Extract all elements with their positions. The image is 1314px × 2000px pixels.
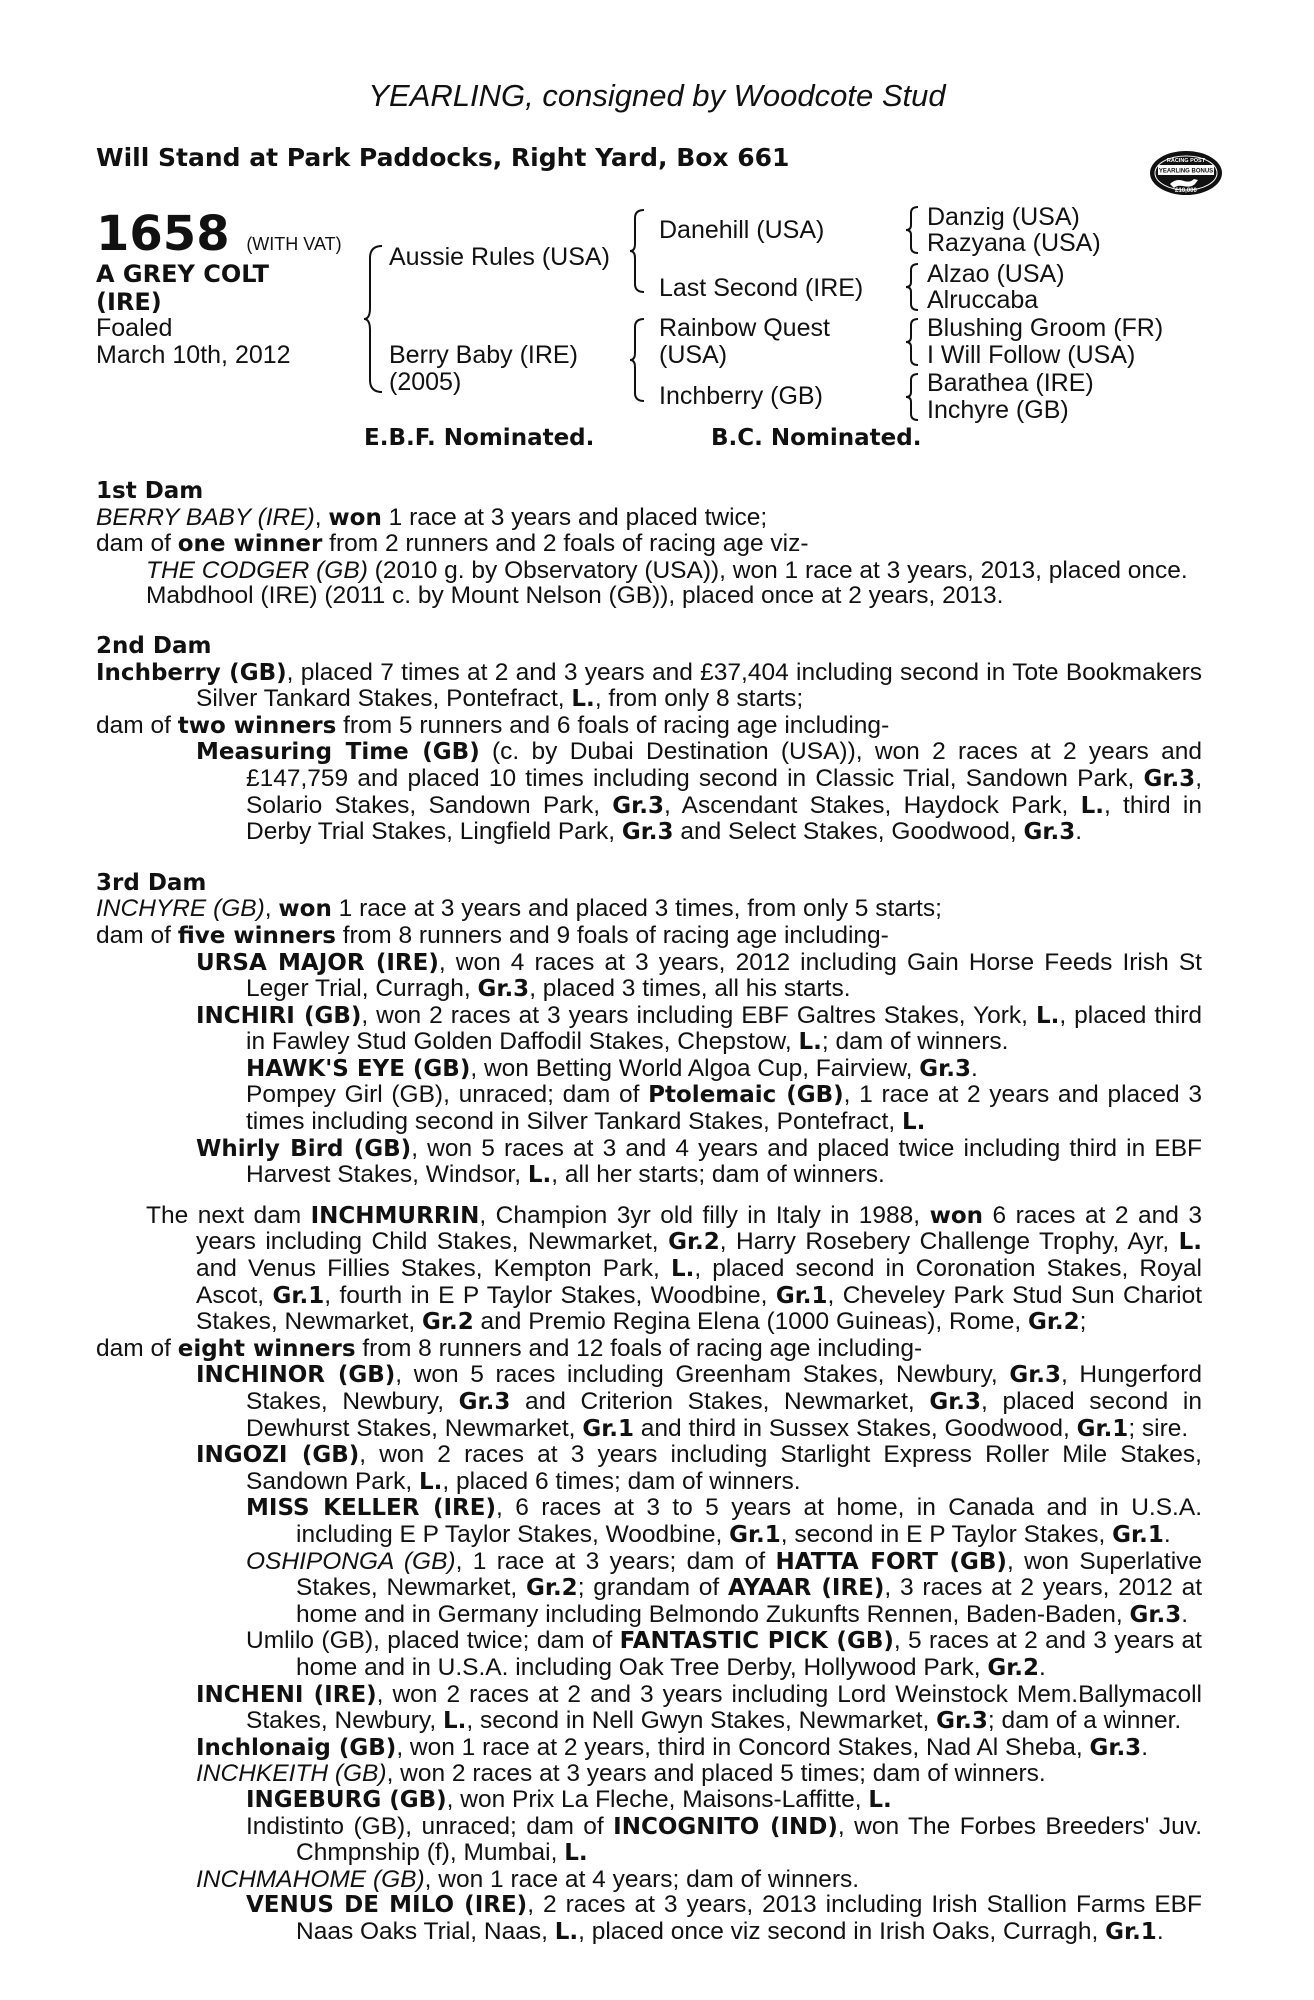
text: . [1163,1520,1171,1548]
third-dam-heading: 3rd Dam [96,869,207,896]
horse-name: INCHIRI (GB) [196,1002,362,1029]
listed-tag: L. [1178,1229,1202,1256]
text: , Hungerford Stakes, Newbury, [246,1361,1202,1415]
text: . [1156,1917,1164,1945]
grade-tag: Gr.3 [1089,1734,1142,1761]
listed-tag: L. [868,1786,892,1813]
won-label: won [929,1202,984,1229]
horse-name: INGEBURG (GB) [246,1786,447,1813]
text: , won 2 races at 3 years and placed 5 times; dam of winners. [386,1760,1046,1788]
text: , Champion 3yr old filly in Italy in 1988, [479,1201,930,1229]
grade-tag: Gr.3 [612,792,664,819]
grade-tag: Gr.3 [458,1389,511,1415]
produce-entry [96,1761,1202,1787]
text: , Ascendant Stakes, Haydock Park, [663,791,1081,819]
winner-count: one winner [177,531,323,558]
next-dam-produce-summary [96,1336,1202,1363]
dam-ancestry-brace-icon [630,317,648,403]
produce-entry [96,1735,1202,1762]
horse-name: THE CODGER (GB) [146,556,368,584]
horse-name: MISS KELLER (IRE) [246,1495,496,1522]
pedigree-g6: I Will Follow (USA) [927,341,1136,369]
winner-count: five winners [177,922,336,949]
horse-name: FANTASTIC PICK (GB) [619,1628,894,1655]
text: ; dam of winners. [821,1028,1009,1056]
text: ; sire. [1128,1414,1189,1442]
produce-record [96,479,1202,1945]
produce-entry [96,1549,1202,1629]
produce-entry [96,1442,1202,1495]
grade-tag: Gr.3 [1129,1601,1182,1628]
pedigree-g2: Razyana (USA) [927,229,1101,257]
text: , won Prix La Fleche, Maisons-Laffitte, [446,1785,869,1813]
text: , placed second in Coronation Stakes, Royal Ascot, [196,1255,1202,1309]
grade-tag: Gr.3 [477,976,530,1003]
grade-tag: Gr.3 [621,819,674,846]
text: , fourth in E P Taylor Stakes, Woodbine, [324,1281,776,1309]
pedigree-g4: Alruccaba [927,286,1039,314]
grade-tag: Gr.1 [775,1282,828,1309]
produce-entry [96,1136,1202,1189]
text: , Harry Rosebery Challenge Trophy, Ayr, [719,1228,1179,1256]
text: , won 5 races including Greenham Stakes, Newbury, [395,1361,1010,1389]
text: 1 race at 3 years and placed twice; [381,503,768,531]
grade-tag: Gr.2 [668,1229,720,1256]
text: Indistinto (GB), unraced; dam of [246,1812,614,1840]
text: , won Superlative Stakes, Newmarket, [296,1547,1203,1602]
text: , 2 races at 3 years, 2013 including Irish Stallion Farms EBF Naas Oaks Trial, Naas, [296,1891,1202,1945]
text: ; grandam of [577,1574,729,1602]
text: , 3 races at 2 years, 2012 at home and in Germany including Belmondo Zukunfts Rennen, Baden-Baden, [296,1574,1203,1628]
grade-tag: Gr.3 [929,1389,982,1415]
text: (2010 g. by Observatory (USA)), won 1 race at 3 years, 2013, placed once. [367,556,1188,584]
bc-nominated: B.C. Nominated. [711,425,922,451]
listed-tag: L. [1080,792,1104,819]
inchberry-brace-icon [906,372,922,422]
text: , Solario Stakes, Sandown Park, [246,764,1202,819]
stand-location: Will Stand at Park Paddocks, Right Yard, Box 661 [96,143,790,172]
text: ; dam of a winner. [987,1707,1182,1735]
text: , 6 races at 3 to 5 years at home, in Canada and in U.S.A. including E P Taylor Stakes, Woodbine, [296,1494,1203,1548]
text: , won 2 races at 3 years including EBF Galtres Stakes, York, [361,1001,1036,1029]
text: , third in Derby Trial Stakes, Lingfield Park, [246,791,1202,846]
second-dam-name: Inchberry (GB) [96,659,287,686]
pedigree-g3: Alzao (USA) [927,260,1065,288]
text: , 5 races at 2 and 3 years at home and in U.S.A. including Oak Tree Derby, Hollywood Park, [296,1627,1202,1681]
text: , all her starts; dam of winners. [551,1161,885,1189]
text: 6 races at 2 and 3 years including Child Stakes, Newmarket, [196,1201,1202,1256]
horse-name: AYAAR (IRE) [728,1575,885,1602]
text: and Criterion Stakes, Newmarket, [510,1388,930,1415]
horse-name: INCHMAHOME (GB) [196,1865,425,1893]
text: , won 1 race at 2 years, third in Concord Stakes, Nad Al Sheba, [396,1733,1090,1761]
text: , placed third in Fawley Stud Golden Daffodil Stakes, Chepstow, [246,1001,1203,1056]
text: , second in Nell Gwyn Stakes, Newmarket, [466,1707,937,1735]
rainbow-quest-brace-icon [906,317,922,367]
listed-tag: L. [670,1256,695,1283]
text: . [970,1054,978,1082]
text: Umlilo (GB), placed twice; dam of [246,1627,620,1655]
text: from 8 runners and 9 foals of racing age including- [335,921,889,949]
first-dam-heading: 1st Dam [96,478,204,504]
horse-name: Whirly Bird (GB) [196,1135,412,1162]
horse-description-line1: A GREY COLT [96,260,269,288]
horse-name: URSA MAJOR (IRE) [196,949,439,976]
third-dam-line: INCHYRE (GB), won 1 race at 3 years and placed 3 times, from only 5 starts; [96,895,942,923]
text: from 5 runners and 6 foals of racing age including- [336,711,890,739]
badge-top-text: RACING POST [1166,158,1206,164]
horse-name: HAWK'S EYE (GB) [246,1055,471,1082]
yearling-bonus-badge-icon [1148,148,1224,198]
badge-amount-text: £10,000 [1175,188,1197,194]
text: , 1 race at 3 years; dam of [455,1547,776,1575]
produce-entry [96,950,1202,1003]
text: . [1181,1600,1189,1628]
pedigree-g5: Blushing Groom (FR) [927,314,1164,342]
listed-tag: L. [1035,1002,1060,1029]
grade-tag: Gr.3 [1009,1362,1061,1389]
grade-tag: Gr.3 [919,1055,971,1082]
text: . [1075,818,1083,846]
grade-tag: Gr.1 [729,1521,781,1548]
third-dam-name: INCHYRE (GB) [96,895,265,923]
second-dam-produce-summary [96,713,1202,740]
pedigree-g7: Barathea (IRE) [927,369,1094,397]
foaled-label: Foaled [96,314,173,342]
sire-dam-brace-icon [364,244,386,394]
produce-entry [96,1362,1202,1442]
horse-name: Inchlonaig (GB) [196,1734,397,1761]
won-label: won [328,504,382,531]
winner-count: eight winners [177,1335,356,1362]
text: , won 5 races at 3 and 4 years and placed twice including third in EBF Harvest Stakes, Windsor, [246,1134,1203,1189]
grade-tag: Gr.2 [526,1575,578,1602]
next-dam-name: INCHMURRIN [310,1202,480,1229]
text: and Select Stakes, Goodwood, [673,818,1024,846]
listed-tag: L. [527,1162,552,1189]
pedigree-dam-sire-line1: Rainbow Quest [659,314,830,342]
text: , placed 3 times, all his starts. [529,975,851,1003]
pedigree-dam-dam: Inchberry (GB) [659,382,823,410]
winner-count: two winners [177,712,337,739]
horse-name: HATTA FORT (GB) [775,1548,1007,1575]
produce-entry [96,1003,1202,1056]
listed-tag: L. [571,686,595,713]
listed-tag: L. [554,1918,579,1945]
text: , 1 race at 2 years and placed 3 times including second in Silver Tankard Stakes, Pontefract, [246,1081,1203,1136]
grade-tag: Gr.1 [582,1415,634,1442]
text: from 8 runners and 12 foals of racing age including- [355,1334,923,1362]
listed-tag: L. [901,1109,926,1136]
horse-name: VENUS DE MILO (IRE) [246,1892,528,1919]
lot-number-value: 1658 [96,206,230,262]
text: , won 2 races at 2 and 3 years including Lord Weinstock Mem.Ballymacoll Stakes, Newbury, [246,1680,1202,1735]
first-dam-name: BERRY BABY (IRE) [96,503,315,531]
text: dam of [96,921,178,949]
text: . [1141,1733,1148,1761]
produce-entry [96,1056,1202,1083]
pedigree-dam-line1: Berry Baby (IRE) [389,341,578,369]
pedigree-dam-sire-line2: (USA) [659,341,728,369]
third-dam-produce-summary [96,923,1202,950]
pedigree-g1: Danzig (USA) [927,203,1080,231]
produce-entry [96,1628,1202,1681]
produce-entry [96,1082,1202,1135]
text: , placed 7 times at 2 and 3 years and £37,404 including second in Tote Bookmakers Silver Tankard Stakes, Pontefract, [196,658,1203,713]
listed-tag: L. [442,1708,467,1735]
text: . [1039,1653,1046,1681]
produce-entry [96,1682,1202,1735]
first-dam-produce-summary [96,531,1202,558]
text: , Cheveley Park Stud Sun Chariot Stakes, Newmarket, [196,1281,1203,1336]
produce-entry [96,1892,1202,1945]
text: from 2 runners and 2 foals of racing age viz- [322,530,809,558]
produce-entry: Mabdhool (IRE) (2011 c. by Mount Nelson (GB)), placed once at 2 years, 2013. [146,582,1004,610]
text: dam of [96,711,178,739]
text: , second in E P Taylor Stakes, [780,1520,1113,1548]
next-dam-line [96,1203,1202,1336]
text: , won 1 race at 4 years; dam of winners. [424,1865,860,1893]
pedigree-g8: Inchyre (GB) [927,396,1069,424]
produce-entry [96,1867,1202,1893]
listed-tag: L. [798,1029,822,1056]
second-dam-line [96,660,1202,713]
horse-name: OSHIPONGA (GB) [246,1547,456,1575]
horse-name: INCHENI (IRE) [196,1681,377,1708]
grade-tag: Gr.1 [1105,1918,1157,1945]
page-title: YEARLING, consigned by Woodcote Stud [368,78,946,113]
pedigree-sire-sire: Danehill (USA) [659,216,825,244]
pedigree-sire: Aussie Rules (USA) [389,243,610,271]
grade-tag: Gr.1 [272,1282,325,1309]
grade-tag: Gr.3 [1023,819,1076,846]
text: , placed once viz second in Irish Oaks, Curragh, [578,1917,1106,1945]
horse-description-line2: (IRE) [96,288,162,316]
won-label: won [278,896,332,923]
danehill-brace-icon [906,205,922,255]
horse-name: Measuring Time (GB) [196,739,480,766]
text: , won The Forbes Breeders' Juv. Chmpnship (f), Mumbai, [296,1812,1203,1867]
produce-entry [96,1495,1202,1548]
produce-entry [96,1814,1202,1867]
pedigree-dam-line2: (2005) [389,368,462,396]
last-second-brace-icon [906,262,922,312]
foaled-date: March 10th, 2012 [96,341,291,369]
text: Pompey Girl (GB), unraced; dam of [246,1081,649,1109]
text: 1 race at 3 years and placed 3 times, from only 5 starts; [331,895,942,923]
produce-entry [96,1787,1202,1814]
text: , won 4 races at 3 years, 2012 including Gain Horse Feeds Irish St Leger Trial, Curragh, [246,948,1202,1003]
second-dam-heading: 2nd Dam [96,632,212,659]
produce-entry [96,739,1202,845]
text: The next dam [146,1201,311,1229]
text: (c. by Dubai Destination (USA)), won 2 races at 2 years and £147,759 and placed 10 times including second in Classic Trial, Sandown Park, [246,738,1202,792]
produce-entry [96,558,1202,584]
text: and third in Sussex Stakes, Goodwood, [634,1414,1077,1442]
grade-tag: Gr.3 [936,1708,988,1735]
vat-note: (WITH VAT) [246,234,342,254]
text: , from only 8 starts; [594,685,804,713]
badge-mid-text: YEARLING BONUS [1158,168,1214,175]
horse-name: INCHINOR (GB) [196,1362,396,1389]
horse-name: INGOZI (GB) [196,1442,360,1469]
text: , won 2 races at 3 years including Starlight Express Roller Mile Stakes, Sandown Park, [246,1441,1202,1495]
sire-ancestry-brace-icon [630,208,648,294]
text: and Premio Regina Elena (1000 Guineas), Rome, [473,1308,1028,1336]
text: , placed 6 times; dam of winners. [442,1467,801,1495]
listed-tag: L. [418,1468,443,1495]
text: , placed second in Dewhurst Stakes, Newmarket, [246,1388,1202,1442]
pedigree-sire-dam: Last Second (IRE) [659,274,864,302]
grade-tag: Gr.3 [1143,765,1196,792]
text: ; [1079,1308,1087,1336]
grade-tag: Gr.1 [1112,1521,1164,1548]
horse-name: INCOGNITO (IND) [613,1813,838,1840]
text: and Venus Fillies Stakes, Kempton Park, [196,1255,671,1283]
grade-tag: Gr.2 [987,1654,1039,1681]
lot-number [96,206,342,262]
listed-tag: L. [564,1840,588,1867]
ebf-nominated: E.B.F. Nominated. [364,425,595,451]
text: , won Betting World Algoa Cup, Fairview, [470,1054,920,1082]
horse-name: Ptolemaic (GB) [648,1082,844,1109]
grade-tag: Gr.2 [1027,1309,1080,1336]
grade-tag: Gr.1 [1076,1415,1129,1442]
text: dam of [96,530,178,558]
text: dam of [96,1334,178,1362]
grade-tag: Gr.2 [422,1309,474,1336]
first-dam-line: BERRY BABY (IRE), won 1 race at 3 years and placed twice; [96,503,768,531]
horse-name: INCHKEITH (GB) [196,1760,387,1788]
